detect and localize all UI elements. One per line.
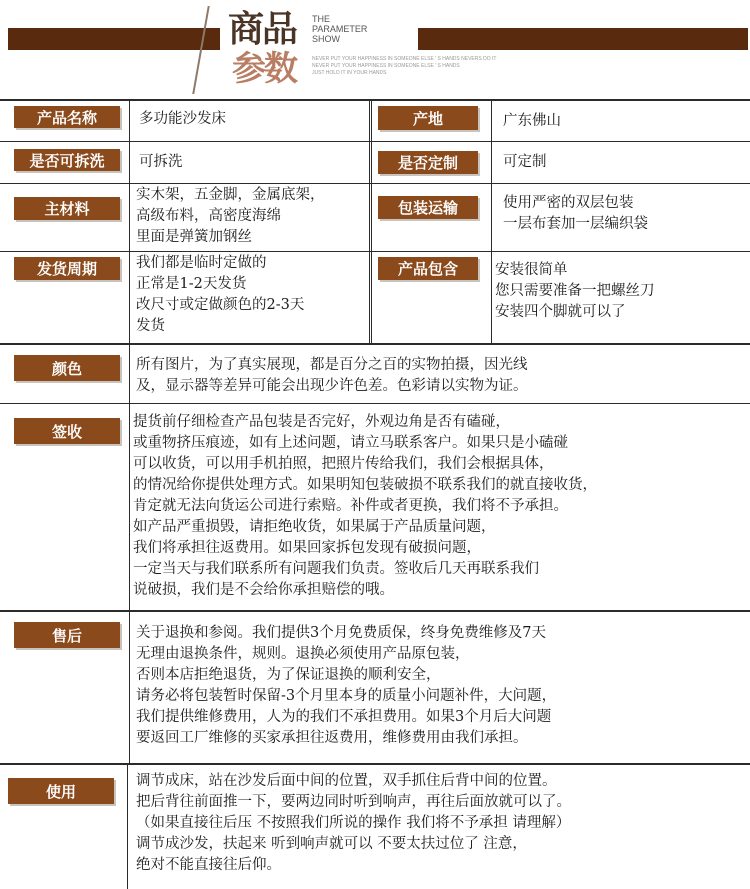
row-divider xyxy=(0,343,750,345)
row-divider xyxy=(0,251,750,252)
header-small-line-1: NEVER PUT YOUR HAPPINESS IN SOMEONE ELSE ' S HANDS NEVERS DO IT xyxy=(312,56,497,62)
header-small-line-3: JUST HOLD IT IN YOUR HANDS xyxy=(312,70,387,76)
value-material: 实木架，五金脚，金属底架， 高级布料，高密度海绵 里面是弹簧加钢丝 xyxy=(136,187,325,245)
header-title-bottom: 参数 xyxy=(232,49,296,89)
text-receipt: 提货前仔细检查产品包装是否完好，外观边角是否有磕碰， 或重物挤压痕迹，如有上述问题，请立马联系客户。如果只是小磕碰 可以收货，可以用手机拍照，把照片传给我们，我们会根据具体， 的情况给你提供处理方式。如果明知包装破损不联系我们的就直接收货， 肯定就无法向货运公司进行索赔。补件或者更换，我们将不予承担。 如产品严重损毁，请拒绝收货，如果属于产品质量问题， 我们将承担往返费用。如果回家拆包发现有破损问题， 一定当天与我们联系所有问题我们负责。签收后几天再联系我们 说破损，我们是不会给你承担赔偿的哦。 xyxy=(133,414,597,598)
label-material: 主材料 xyxy=(14,197,120,220)
label-aftersale: 售后 xyxy=(14,622,120,648)
label-included: 产品包含 xyxy=(378,257,478,280)
row-divider xyxy=(0,183,750,184)
text-aftersale: 关于退换和参阅。我们提供3个月免费质保，终身免费维修及7天 无理由退换条件，规则。退换必须使用产品原包装， 否则本店拒绝退货，为了保证退换的顺利安全， 请务必将包装暂时保留-3个月里本身的质量小问题补件，大问题， 我们提供维修费用，人为的我们不承担费用。如果3个月后大问题 要返回工厂维修的买家承担往返费用，维修费用由我们承担。 xyxy=(136,625,557,746)
table-top-border xyxy=(0,99,750,101)
header-bar-left xyxy=(8,28,220,50)
label-receipt: 签收 xyxy=(14,418,120,444)
header-en-line1: THE xyxy=(312,14,330,24)
text-usage: 调节成床，站在沙发后面中间的位置，双手抓住后背中间的位置。 把后背往前面推一下，要两边同时听到响声，再往后面放就可以了。 （如果直接往后压 不按照我们所说的操作 我们将不予承担 请理解） 调节成沙发，扶起来 听到响声就可以 不要太扶过位了 注意， 绝对不能直接往后仰。 xyxy=(136,773,571,873)
col-divider xyxy=(371,100,372,343)
header-en-line2: PARAMETER xyxy=(312,24,368,34)
value-origin: 广东佛山 xyxy=(503,113,561,129)
value-removable: 可拆洗 xyxy=(139,154,183,170)
label-shipping: 发货周期 xyxy=(14,257,120,280)
row-divider xyxy=(0,141,750,142)
label-removable: 是否可拆洗 xyxy=(14,149,120,171)
label-product-name: 产品名称 xyxy=(14,106,120,128)
header-small-line-2: NEVER PUT YOUR HAPPINESS IN SOMEONE ELSE ' S HANDS xyxy=(312,63,460,69)
value-product-name: 多功能沙发床 xyxy=(139,111,226,127)
value-custom: 可定制 xyxy=(503,154,547,170)
label-packaging: 包装运输 xyxy=(378,196,478,219)
col-divider xyxy=(129,345,130,763)
header-bar-right xyxy=(418,28,748,50)
header-title-top: 商品 xyxy=(228,9,297,50)
label-color: 颜色 xyxy=(14,355,120,381)
header-en-line3: SHOW xyxy=(312,34,340,44)
col-divider xyxy=(491,100,492,343)
label-origin: 产地 xyxy=(378,106,478,130)
value-shipping: 我们都是临时定做的 正常是1-2天发货 改尺寸或定做颜色的2-3天 发货 xyxy=(136,255,305,334)
col-divider xyxy=(129,100,130,343)
label-custom: 是否定制 xyxy=(378,151,478,174)
row-divider xyxy=(0,610,750,612)
value-packaging: 使用严密的双层包装 一层布套加一层编织袋 xyxy=(503,195,648,232)
row-divider xyxy=(0,763,750,765)
label-usage: 使用 xyxy=(8,778,114,804)
col-divider xyxy=(127,765,128,889)
col-divider xyxy=(369,100,370,343)
value-included: 安装很简单 您只需要准备一把螺丝刀 安装四个脚就可以了 xyxy=(495,262,655,320)
header-divider xyxy=(192,6,210,94)
row-divider xyxy=(0,403,750,404)
text-color: 所有图片，为了真实展现，都是百分之百的实物拍摄，因光线 及，显示器等差异可能会出现少许色差。色彩请以实物为证。 xyxy=(136,357,528,394)
